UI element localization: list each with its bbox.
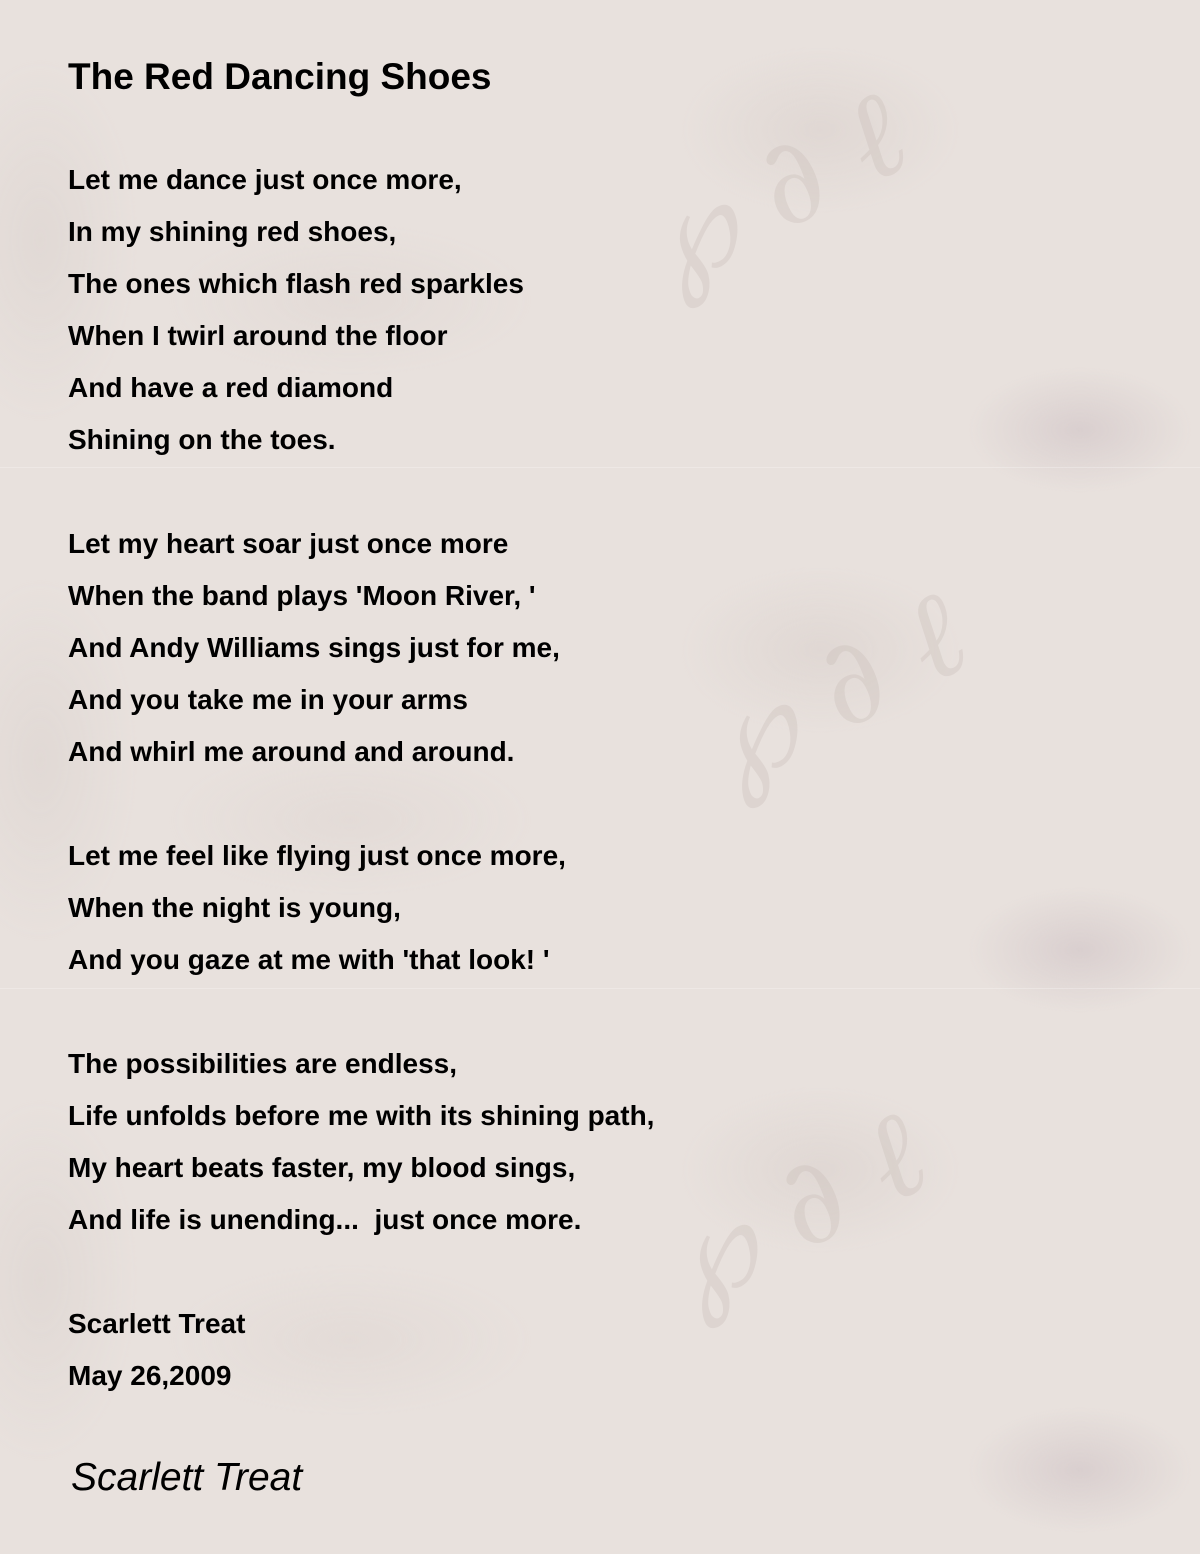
background-script-decoration: ℘ ∂ ℓ <box>623 64 929 315</box>
poem-line: When the night is young, <box>68 892 401 923</box>
poem-line: The possibilities are endless, <box>68 1048 458 1079</box>
poem-line: And whirl me around and around. <box>68 736 515 767</box>
poem-line: And Andy Williams sings just for me, <box>68 632 560 663</box>
poem-line: And have a red diamond <box>68 372 394 403</box>
poem-line: And you gaze at me with 'that look! ' <box>68 944 550 975</box>
author-name: Scarlett Treat <box>68 1308 246 1339</box>
background-script-decoration: ℘ ∂ ℓ <box>683 564 989 815</box>
poem-line: When I twirl around the floor <box>68 320 448 351</box>
poem-body <box>68 154 654 1402</box>
stanza-3 <box>68 830 654 986</box>
stanza-1 <box>68 154 654 466</box>
poem-line: Let my heart soar just once more <box>68 528 509 559</box>
poem-line: And life is unending... just once more. <box>68 1204 582 1235</box>
poem-title: The Red Dancing Shoes <box>68 56 492 97</box>
poem-line: Let me feel like flying just once more, <box>68 840 566 871</box>
poem-line: Let me dance just once more, <box>68 164 462 195</box>
background-script-decoration: ℘ ∂ ℓ <box>643 1084 949 1335</box>
byline <box>68 1298 654 1402</box>
poem-line: Life unfolds before me with its shining path, <box>68 1100 655 1131</box>
author-signature: Scarlett Treat <box>71 1456 303 1499</box>
poem-line: When the band plays 'Moon River, ' <box>68 580 536 611</box>
stanza-4 <box>68 1038 654 1246</box>
poem-line: Shining on the toes. <box>68 424 336 455</box>
stanza-2 <box>68 518 654 778</box>
poem-line: In my shining red shoes, <box>68 216 397 247</box>
poem-line: And you take me in your arms <box>68 684 468 715</box>
poem-line: My heart beats faster, my blood sings, <box>68 1152 576 1183</box>
poem-line: The ones which flash red sparkles <box>68 268 524 299</box>
poem-date: May 26,2009 <box>68 1360 232 1391</box>
